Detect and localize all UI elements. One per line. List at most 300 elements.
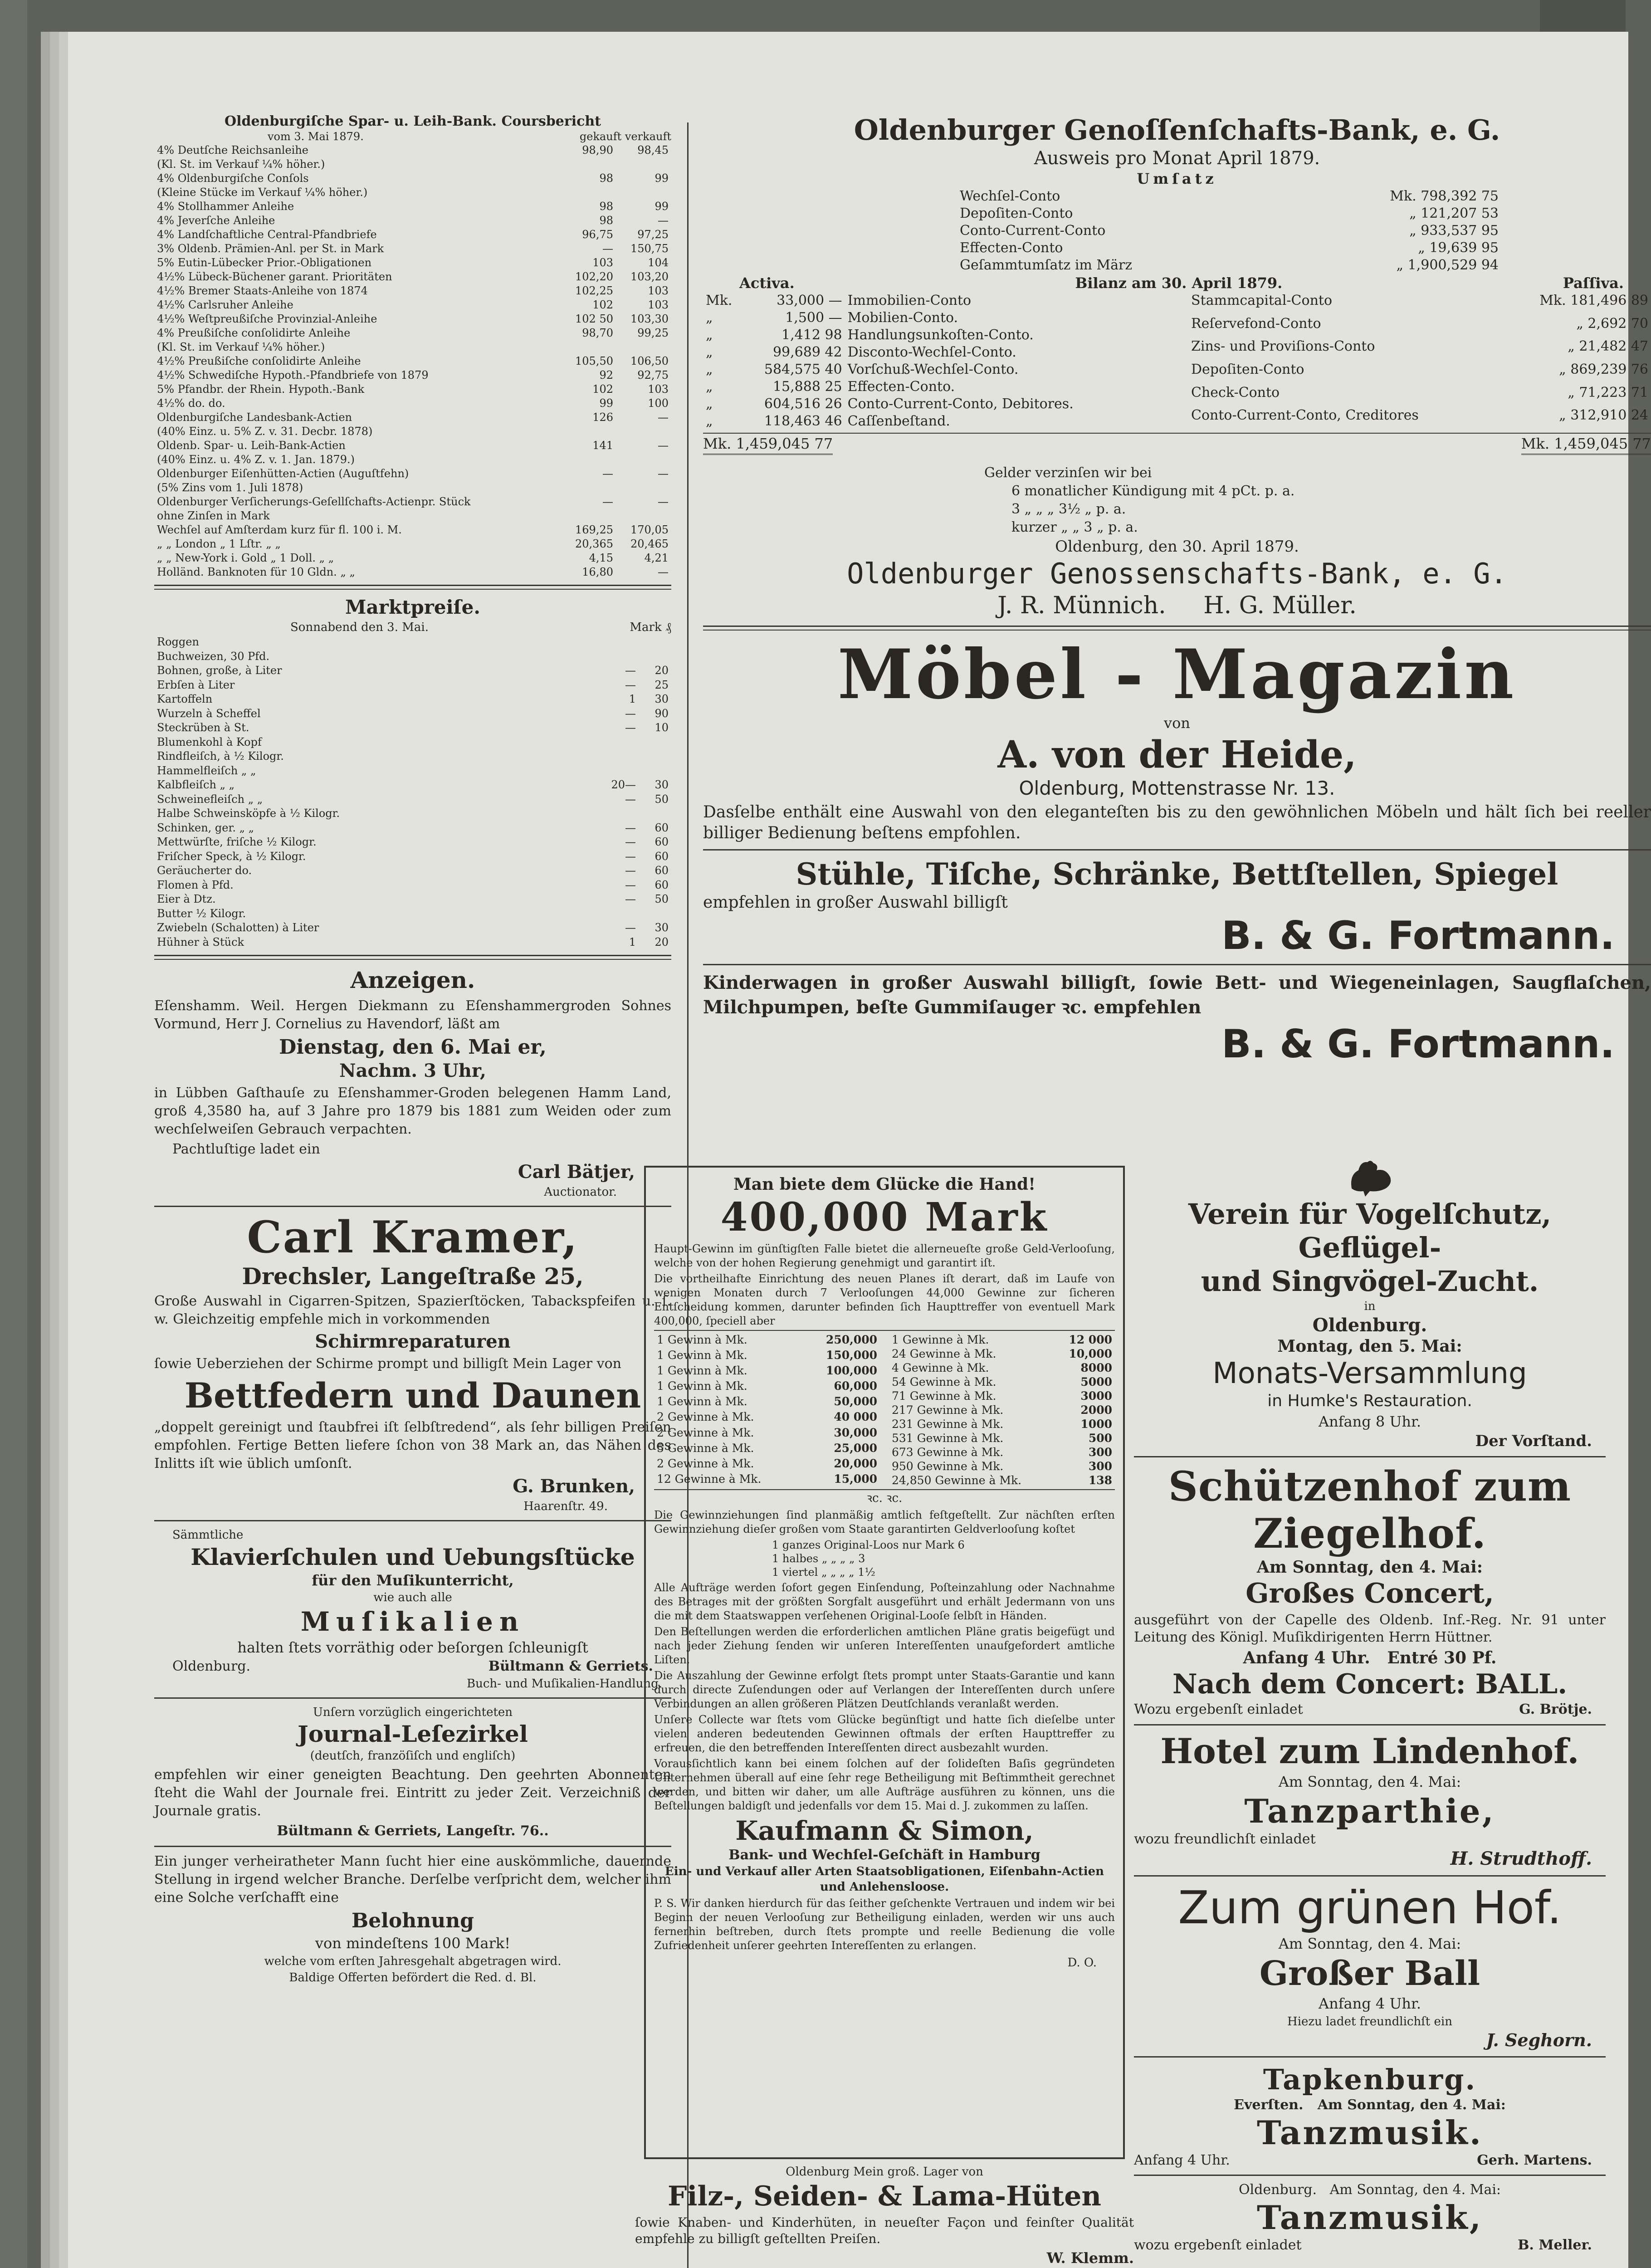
divider <box>703 964 1651 965</box>
divider <box>703 626 1651 631</box>
market-row-cell: 60 <box>655 850 669 863</box>
prize-row-cell: 950 Gewinne à Mk. <box>892 1460 1004 1473</box>
rate-row-cell: 141 <box>592 439 613 452</box>
market-row <box>154 749 671 764</box>
moebel-title: Möbel - Magazin <box>837 635 1517 714</box>
rates-table <box>154 143 671 579</box>
rate-row-cell: Holländ. Banknoten für 10 Gldn. „ „ <box>157 566 355 578</box>
umsatz-row-cell: Geſammtumſatz im März <box>960 257 1133 273</box>
bank-passiva-label: Paſſiva. <box>1563 274 1624 292</box>
prize-row-cell: 25,000 <box>834 1441 877 1455</box>
passiva-row-cell: Check-Conto <box>1191 384 1280 401</box>
rate-row-cell: „ „ London „ 1 Lſtr. „ „ <box>157 538 281 550</box>
passiva-row-cell: Conto-Current-Conto, Creditores <box>1191 407 1419 424</box>
ad-musik-sig2: Buch- und Muſikalien-Handlung. <box>467 1677 662 1691</box>
divider <box>1134 1456 1606 1457</box>
rate-row-cell: — <box>658 495 669 508</box>
schuetzenhof-time: Anfang 4 Uhr. Entré 30 Pf. <box>1243 1648 1497 1667</box>
umsatz-row-cell: „ 933,537 95 <box>1409 223 1499 239</box>
market-row-cell: 60 <box>655 821 669 834</box>
prize-row-cell: 40 000 <box>834 1410 877 1424</box>
ad-journal-sig: Bültmann & Gerriets, Langeſtr. 76.. <box>277 1823 549 1839</box>
meller-place: Oldenburg. Am Sonntag, den 4. Mai: <box>1238 2182 1501 2198</box>
prize-row <box>654 1394 880 1410</box>
market-row <box>154 907 671 921</box>
ad-musik-big: Muſikalien <box>300 1606 525 1637</box>
rate-row-cell: — <box>658 467 669 480</box>
lindenhof-sig: H. Strudthoff. <box>1450 1848 1592 1869</box>
prize-row-cell: 150,000 <box>826 1349 877 1362</box>
bank-bilanz: Bilanz am 30. April 1879. <box>1075 274 1283 292</box>
ad-esenshamm-text: Eſenshamm. Weil. Hergen Diekmann zu Eſenshammergroden Sohnes Vormund, Herr J. Cornelius zu Havendorf, läßt am <box>154 998 671 1032</box>
ad-journal-sub: (deutſch, franzöſiſch und engliſch) <box>310 1749 516 1763</box>
ad-musik-sig: Bültmann & Gerriets. <box>488 1658 653 1674</box>
market-row-cell <box>606 749 639 764</box>
market-row-cell: Buchweizen, 30 Pfd. <box>157 650 270 663</box>
umsatz-row <box>957 205 1501 222</box>
lottery-ps: P. S. Wir danken hierdurch für das ſeither geſchenkte Vertrauen und indem wir bei Beginn der neuen Verlooſung zur Betheiligung einladen, werden wir uns auch fernerhin beſtreben, durch ſtets prompte und reelle Bedienung die volle Zufriedenheit unſerer geehrten Intereſſenten zu erlangen. <box>654 1897 1115 1952</box>
rate-row-cell <box>561 509 616 523</box>
rate-row-cell: — <box>658 439 669 452</box>
rate-row-cell: 99 <box>655 172 669 185</box>
rate-row-cell: 99 <box>655 200 669 213</box>
lottery-ad <box>644 1166 1125 2159</box>
rate-row <box>154 354 671 368</box>
prize-row-cell: 250,000 <box>826 1333 877 1346</box>
prize-row <box>889 1375 1115 1389</box>
ad-bettfedern-sig2: Haarenſtr. 49. <box>523 1500 608 1513</box>
ad-stelle-sub: von mindeſtens 100 Mark! <box>315 1935 511 1952</box>
market-row-cell: 30 <box>655 693 669 705</box>
divider <box>154 955 671 960</box>
rate-row-cell: 102 <box>592 298 613 311</box>
prize-row-cell: 12 000 <box>1069 1333 1112 1346</box>
tapkenburg-event: Tanzmusik. <box>1257 2113 1483 2152</box>
divider <box>703 849 1651 850</box>
market-row-cell: 60 <box>655 864 669 877</box>
prize-row <box>889 1473 1115 1487</box>
prize-row <box>889 1347 1115 1361</box>
market-row <box>154 664 671 678</box>
rate-row <box>154 143 671 157</box>
rate-row-cell: 5% Pfandbr. der Rhein. Hypoth.-Bank <box>157 383 365 396</box>
rate-row-cell: 105,50 <box>575 355 613 367</box>
bank-total-passiva: Mk. 1,459,045 77 <box>1521 434 1651 455</box>
rate-row-cell: — <box>602 242 613 255</box>
ad-bettfedern-title: Bettfedern und Daunen <box>184 1375 641 1416</box>
rate-row <box>154 439 671 453</box>
lottery-firm2: Bank- und Wechſel-Geſchäft in Hamburg <box>728 1847 1040 1863</box>
market-row-cell: 60 <box>655 836 669 848</box>
market-row-cell <box>639 735 671 750</box>
rate-row <box>154 242 671 256</box>
lottery-body1: Die Gewinnziehungen ſind planmäßig amtlich feſtgeſtellt. Zur nächſten erſten Gewinnziehung dieſer großen vom Staate garantirten Geldverlooſung koſtet <box>654 1509 1115 1535</box>
rate-row-cell: 4% Stollhammer Anleihe <box>157 200 294 213</box>
market-row-cell: — <box>625 878 636 891</box>
market-row-cell <box>606 650 639 664</box>
rate-row-cell: 5% Eutin-Lübecker Prior.-Obligationen <box>157 256 372 269</box>
prize-row-cell: 5 Gewinne à Mk. <box>657 1441 754 1455</box>
ads-heading: Anzeigen. <box>350 967 475 993</box>
market-row-cell <box>639 650 671 664</box>
activa-row-cell: „ <box>706 327 713 343</box>
bank-umsatz-label: Umſatz <box>1137 170 1217 187</box>
verein-date: Montag, den 5. Mai: <box>1277 1337 1462 1356</box>
prize-row <box>889 1417 1115 1431</box>
rate-row-cell: (Kl. St. im Verkauf ¼% höher.) <box>157 341 325 353</box>
divider <box>1134 2175 1606 2176</box>
rate-row <box>154 214 671 228</box>
schuetzenhof-event: Großes Concert, <box>1246 1578 1494 1609</box>
market-row-cell: — <box>625 864 636 877</box>
rate-row <box>154 537 671 551</box>
moebel-text: Dasſelbe enthält eine Auswahl von den eleganteſten bis zu den gewöhnlichen Möbeln und hält ſich bei reeller billiger Bedienung beſtens empfohlen. <box>703 803 1651 842</box>
passiva-row-cell: „ 869,239 76 <box>1559 361 1648 377</box>
activa-row-cell: Caſſenbeſtand. <box>847 413 950 429</box>
rates-date: vom 3. Mai 1879. <box>268 130 364 143</box>
lindenhof-date: Am Sonntag, den 4. Mai: <box>1278 1773 1461 1790</box>
lottery-head: Man biete dem Glücke die Hand! <box>733 1175 1036 1194</box>
verein-title1: Verein für Vogelſchutz, Geflügel- <box>1188 1198 1552 1264</box>
newspaper-page <box>68 32 1651 2268</box>
ad-stelle-text3: Baldige Offerten befördert die Red. d. Bl. <box>289 1971 537 1984</box>
rate-row-cell: 4% Deutſche Reichsanleihe <box>157 144 309 156</box>
verein-loc: in Humke's Restauration. <box>1267 1392 1472 1410</box>
schuetzenhof-date: Am Sonntag, den 4. Mai: <box>1256 1558 1483 1577</box>
passiva-row <box>1188 338 1651 361</box>
lottery-firm3: Ein- und Verkauf aller Arten Staatsobligationen, Eiſenbahn-Actien und Anlehensloose. <box>664 1865 1104 1894</box>
rate-row-cell <box>561 425 616 439</box>
ticket-line: 1 viertel „ „ „ „ 1½ <box>772 1566 875 1579</box>
rate-row-cell: 16,80 <box>582 566 613 578</box>
lottery-intro2: Die vortheilhafte Einrichtung des neuen Planes iſt derart, daß im Laufe von wenigen Monaten durch 7 Verlooſungen 44,000 Gewinne zur ſicheren Entſcheidung kommen, darunter befinden ſich Haupttreffer von eventuell Mark 400,000, ſpeciell aber <box>654 1272 1115 1327</box>
bank-activa-label: Activa. <box>739 274 795 292</box>
divider <box>154 1846 671 1847</box>
rate-row-cell: 4% Jeverſche Anleihe <box>157 214 275 227</box>
rate-row-cell: 4½% Weſtpreußiſche Provinzial-Anleihe <box>157 313 377 325</box>
verein-place: Oldenburg. <box>1312 1315 1427 1336</box>
activa-row <box>703 396 1129 413</box>
rates-title: Oldenburgiſche Spar- u. Leih-Bank. Coursbericht <box>224 113 601 129</box>
rate-row <box>154 340 671 354</box>
ad-kramer-line: Drechsler, Langeſtraße 25, <box>242 1263 584 1290</box>
rate-row-cell: 20,365 <box>575 538 613 550</box>
rate-row-cell: 4½% Carlsruher Anleihe <box>157 298 293 311</box>
rate-row-cell: 102 50 <box>575 313 613 325</box>
prize-row <box>889 1361 1115 1375</box>
rate-row-cell: 4½% Bremer Staats-Anleihe von 1874 <box>157 284 368 297</box>
market-row-cell <box>606 764 639 778</box>
market-row-cell: Blumenkohl à Kopf <box>157 735 262 748</box>
rate-row-cell: — <box>658 566 669 578</box>
rate-row-cell: „ „ New-York i. Gold „ 1 Doll. „ „ <box>157 552 334 564</box>
divider <box>154 1206 671 1207</box>
rate-row-cell: 102,20 <box>575 270 613 283</box>
ad-musik-sub: für den Muſikunterricht, <box>312 1572 514 1589</box>
activa-row-cell: Disconto-Wechſel-Conto. <box>847 344 1016 360</box>
umsatz-row <box>957 222 1501 240</box>
activa-row-cell: 584,575 40 <box>764 362 842 377</box>
ad-esenshamm-sig: Carl Bätjer, <box>518 1161 635 1183</box>
lottery-body2: Alle Aufträge werden ſofort gegen Einſendung, Poſteinzahlung oder Nachnahme des Betrages mit der größten Sorgfalt ausgeführt und erhält Jedermann von uns die mit dem Staatswappen verſehenen Original-Looſe ſelbſt in Händen. <box>654 1581 1115 1622</box>
prize-row-cell: 300 <box>1088 1446 1112 1459</box>
prize-row-cell: 12 Gewinne à Mk. <box>657 1472 762 1486</box>
market-row-cell: Roggen <box>157 635 199 648</box>
gruenerhof-invite: Hiezu ladet freundlichſt ein <box>1287 2015 1452 2028</box>
prize-row <box>654 1441 880 1457</box>
ad-journal-text: empfehlen wir einer geneigten Beachtung. Den geehrten Abonnenten ſteht die Wahl der Journale frei. Eintritt zu jeder Zeit. Verzeichniß der Journale gratis. <box>154 1767 671 1819</box>
ad-esenshamm-date: Dienstag, den 6. Mai er, <box>279 1036 547 1059</box>
rate-row-cell: Wechſel auf Amſterdam kurz für fl. 100 i. M. <box>157 523 402 536</box>
ad-kramer-text2: ſowie Ueberziehen der Schirme prompt und billigſt Mein Lager von <box>154 1356 621 1372</box>
prize-row-cell: 1000 <box>1080 1418 1112 1431</box>
klemm-text: ſowie Knaben- und Kinderhüten, in neueſter Façon und feinſter Qualität empfehle zu billigſt geſtellten Preiſen. <box>635 2215 1134 2246</box>
umsatz-row-cell: „ 1,900,529 94 <box>1396 257 1499 273</box>
market-row-cell <box>639 807 671 821</box>
tapkenburg-place: Everſten. Am Sonntag, den 4. Mai: <box>1234 2097 1506 2113</box>
ad-stelle-text2: welche vom erſten Jahresgehalt abgetragen wird. <box>264 1955 562 1968</box>
divider <box>1134 1875 1606 1877</box>
market-row-cell: 1 <box>629 935 636 948</box>
market-row-cell: — <box>625 821 636 834</box>
prize-row <box>654 1333 880 1348</box>
rate-row-cell <box>561 186 616 200</box>
rate-row-cell: 100 <box>648 397 669 410</box>
market-row <box>154 678 671 693</box>
prize-row <box>654 1457 880 1472</box>
rate-row <box>154 495 671 509</box>
market-row <box>154 892 671 907</box>
lottery-intro: Haupt-Gewinn im günſtigſten Falle bietet die allerneueſte große Geld-Verlooſung, welche von der hohen Regierung genehmigt und garantirt iſt. <box>654 1242 1115 1269</box>
prize-row-cell: 3000 <box>1080 1389 1112 1403</box>
rate-row-cell: 103,20 <box>630 270 669 283</box>
passiva-row-cell: „ 21,482 47 <box>1568 338 1648 355</box>
prize-row-cell: 1 Gewinn à Mk. <box>657 1379 747 1393</box>
klemm-intro: Oldenburg Mein groß. Lager von <box>786 2165 983 2179</box>
schuetzenhof-after: Nach dem Concert: BALL. <box>1172 1668 1568 1700</box>
rate-row-cell: 103,30 <box>630 313 669 325</box>
rate-row-cell: 98 <box>599 200 613 213</box>
rate-row <box>154 284 671 298</box>
market-row <box>154 635 671 650</box>
rate-row-cell <box>616 425 671 439</box>
market-row-cell <box>639 749 671 764</box>
rate-row-cell: 98,90 <box>582 144 613 156</box>
verein-sig: Der Vorſtand. <box>1475 1432 1592 1450</box>
market-row <box>154 721 671 735</box>
rate-row-cell: 3% Oldenb. Prämien-Anl. per St. in Mark <box>157 242 384 255</box>
market-row <box>154 807 671 821</box>
ad-esenshamm-text3: Pachtluſtige ladet ein <box>172 1141 320 1157</box>
lottery-prizes-left <box>654 1333 880 1487</box>
lottery-prizes-right <box>889 1333 1115 1487</box>
umsatz-row-cell: „ 19,639 95 <box>1418 240 1499 256</box>
activa-row <box>703 344 1129 361</box>
verein-time: Anfang 8 Uhr. <box>1319 1413 1421 1430</box>
prize-row <box>654 1379 880 1394</box>
rate-row <box>154 200 671 214</box>
rate-row-cell: — <box>602 467 613 480</box>
interest-line: 6 monatlicher Kündigung mit 4 pCt. p. a. <box>1011 483 1295 499</box>
rate-row-cell: 20,465 <box>630 538 669 550</box>
divider <box>1134 2056 1606 2058</box>
market-row <box>154 835 671 850</box>
prize-row-cell: 1 Gewinn à Mk. <box>657 1349 747 1362</box>
market-table <box>154 635 671 949</box>
market-row-cell: Kalbfleiſch „ „ <box>157 778 235 791</box>
prize-row-cell: 2 Gewinne à Mk. <box>657 1457 754 1470</box>
market-row <box>154 692 671 707</box>
activa-row <box>703 361 1129 378</box>
rate-row-cell: 4½% do. do. <box>157 397 225 410</box>
rate-row-cell <box>616 453 671 467</box>
prize-row <box>654 1364 880 1379</box>
lottery-etc: ꝛc. ꝛc. <box>866 1491 903 1505</box>
activa-row-cell: Handlungsunkoſten-Conto. <box>847 327 1034 343</box>
divider <box>1134 1724 1606 1725</box>
prize-row-cell: 1 Gewinn à Mk. <box>657 1333 747 1346</box>
prize-row-cell: 2 Gewinne à Mk. <box>657 1426 754 1439</box>
ad-stelle-big: Belohnung <box>352 1909 474 1932</box>
gruenerhof-sig: J. Seghorn. <box>1486 2030 1592 2050</box>
activa-row <box>703 327 1129 344</box>
umsatz-row-cell: Mk. 798,392 75 <box>1390 188 1499 204</box>
activa-row-cell: Mk. <box>706 293 733 308</box>
market-row-cell: 20 <box>655 664 669 677</box>
market-row-cell: 30 <box>655 921 669 934</box>
market-row-cell: 25 <box>655 678 669 691</box>
market-row-cell <box>639 635 671 650</box>
market-row-cell: — <box>625 893 636 905</box>
market-row <box>154 778 671 792</box>
rate-row <box>154 256 671 270</box>
activa-row-cell: „ <box>706 310 713 326</box>
rate-row-cell: Oldenburgiſche Landesbank-Actien <box>157 411 352 424</box>
activa-row-cell: „ <box>706 362 713 377</box>
rate-row <box>154 382 671 396</box>
rate-row <box>154 425 671 439</box>
rate-row-cell: (5% Zins vom 1. Juli 1878) <box>157 481 303 494</box>
tapkenburg-title: Tapkenburg. <box>1263 2063 1477 2096</box>
rate-row-cell: 4,21 <box>644 552 669 564</box>
prize-row-cell: 5000 <box>1080 1375 1112 1388</box>
prize-row-cell: 217 Gewinne à Mk. <box>892 1403 1004 1417</box>
right-subcolumn <box>1134 1157 1606 2268</box>
market-row <box>154 878 671 893</box>
rate-row-cell: 102 <box>592 383 613 396</box>
prize-row-cell: 71 Gewinne à Mk. <box>892 1389 996 1403</box>
rate-row-cell: 103 <box>592 256 613 269</box>
rate-row-cell: 103 <box>648 298 669 311</box>
market-row-cell: — <box>625 707 636 720</box>
rate-row-cell: 103 <box>648 383 669 396</box>
rate-row <box>154 298 671 312</box>
market-row-cell: 20— <box>611 778 636 791</box>
prize-row-cell: 60,000 <box>834 1379 877 1393</box>
rate-row-cell: 4% Oldenburgiſche Conſols <box>157 172 309 185</box>
ad-musik-text: halten ſtets vorräthig oder beſorgen ſchleunigſt <box>237 1639 588 1656</box>
prize-row-cell: 531 Gewinne à Mk. <box>892 1432 1004 1445</box>
rate-row-cell: 4½% Preußiſche conſolidirte Anleihe <box>157 355 361 367</box>
schuetzenhof-invite: Wozu ergebenſt einladet <box>1134 1701 1303 1717</box>
prize-row-cell: 2 Gewinne à Mk. <box>657 1410 754 1424</box>
rate-row-cell: — <box>602 495 613 508</box>
lottery-firm: Kaufmann & Simon, <box>735 1815 1034 1846</box>
lindenhof-title: Hotel zum Lindenhof. <box>1160 1731 1579 1771</box>
market-row-cell <box>606 635 639 650</box>
passiva-row <box>1188 407 1651 430</box>
rate-row <box>154 551 671 565</box>
bank-total-activa: Mk. 1,459,045 77 <box>703 434 833 455</box>
bank-title: Oldenburger Genoſſenſchafts-Bank, e. G. <box>854 113 1500 147</box>
ad-journal-pre: Unſern vorzüglich eingerichteten <box>313 1706 513 1719</box>
moebel-von: von <box>1164 714 1190 732</box>
rate-row-cell: Oldenb. Spar- u. Leih-Bank-Actien <box>157 439 346 452</box>
bank-signers: J. R. Münnich. H. G. Müller. <box>997 592 1357 619</box>
activa-row-cell: Immobilien-Conto <box>847 293 972 308</box>
prize-row-cell: 24 Gewinne à Mk. <box>892 1347 996 1360</box>
rate-row <box>154 312 671 326</box>
market-row-cell: Flomen à Pfd. <box>157 878 234 891</box>
ticket-line: 1 halbes „ „ „ „ 3 <box>772 1552 865 1565</box>
rate-row <box>154 396 671 411</box>
umsatz-row-cell: Conto-Current-Conto <box>960 223 1106 239</box>
market-row-cell: — <box>625 678 636 691</box>
passiva-row-cell: Zins- und Proviſions-Conto <box>1191 338 1375 355</box>
rate-row <box>154 326 671 340</box>
ad-kramer-name: Carl Kramer, <box>247 1212 579 1263</box>
activa-row-cell: Conto-Current-Conto, Debitores. <box>847 396 1074 412</box>
gruenerhof-time: Anfang 4 Uhr. <box>1319 1995 1421 2012</box>
rate-row-cell: 98 <box>599 214 613 227</box>
market-row-cell: 50 <box>655 792 669 806</box>
market-row <box>154 821 671 836</box>
prize-row-cell: 673 Gewinne à Mk. <box>892 1446 1004 1459</box>
activa-row-cell: Vorſchuß-Wechſel-Conto. <box>847 362 1019 377</box>
rate-row-cell: Oldenburger Eiſenhütten-Actien (Auguſtfehn) <box>157 467 409 480</box>
market-row-cell <box>639 907 671 921</box>
rate-row <box>154 186 671 200</box>
bank-umsatz-table <box>957 188 1501 274</box>
rate-row <box>154 157 671 171</box>
market-row-cell: 20 <box>655 935 669 948</box>
umsatz-row <box>957 188 1501 205</box>
prize-row-cell: 20,000 <box>834 1457 877 1470</box>
ad-esenshamm-sig2: Auctionator. <box>544 1185 617 1199</box>
ad-musik-sub2: wie auch alle <box>373 1591 452 1604</box>
prize-row-cell: 100,000 <box>826 1364 877 1378</box>
fortmann1-items: Stühle, Tiſche, Schränke, Bettſtellen, Spiegel <box>796 856 1558 892</box>
market-row-cell: Schweinefleiſch „ „ <box>157 792 263 806</box>
bank-place-date: Oldenburg, den 30. April 1879. <box>1055 538 1299 556</box>
prize-row <box>889 1445 1115 1459</box>
prize-row-cell: 54 Gewinne à Mk. <box>892 1375 996 1388</box>
market-row-cell <box>606 907 639 921</box>
rate-row-cell <box>616 157 671 171</box>
prize-row <box>889 1431 1115 1445</box>
bank-interest-list <box>703 482 1651 537</box>
activa-row-cell: 15,888 25 <box>772 379 842 395</box>
klemm-sig: W. Klemm. <box>1046 2249 1134 2267</box>
prize-row-cell: 8000 <box>1080 1361 1112 1374</box>
market-row <box>154 792 671 807</box>
activa-row-cell: 1,500 — <box>785 310 842 326</box>
prize-row-cell: 24,850 Gewinne à Mk. <box>892 1474 1022 1487</box>
prize-row <box>889 1389 1115 1403</box>
ad-musik-place: Oldenburg. <box>172 1658 251 1674</box>
prize-row-cell: 15,000 <box>834 1472 877 1486</box>
activa-row-cell: 118,463 46 <box>764 413 842 429</box>
